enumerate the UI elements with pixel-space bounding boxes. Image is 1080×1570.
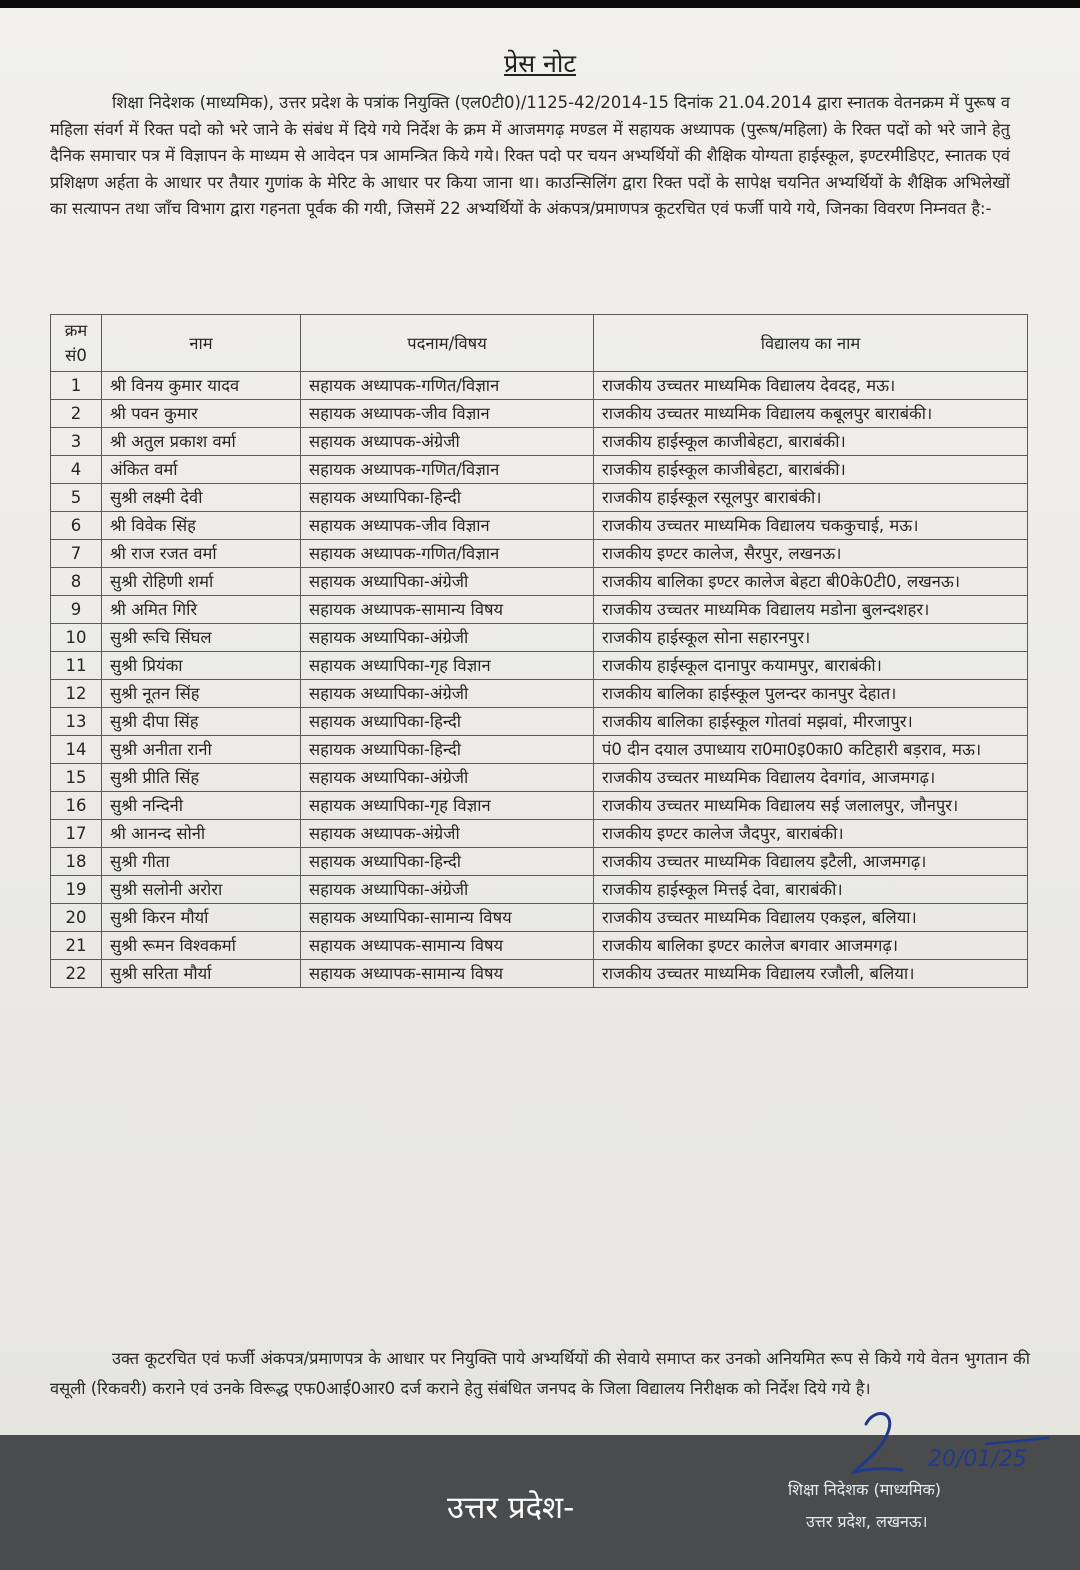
cell-serial: 15 (51, 764, 102, 792)
cell-school: राजकीय हाईस्कूल दानापुर कयामपुर, बाराबंकी। (594, 652, 1028, 680)
cell-post: सहायक अध्यापिका-अंग्रेजी (301, 764, 594, 792)
cell-school: राजकीय उच्चतर माध्यमिक विद्यालय देवदह, मऊ। (594, 372, 1028, 400)
table-row (51, 568, 1028, 596)
cell-post: सहायक अध्यापक-अंग्रेजी (301, 820, 594, 848)
cell-name: श्री राज रजत वर्मा (102, 540, 301, 568)
cell-school: पं0 दीन दयाल उपाध्याय रा0मा0इ0का0 कटिहारी बड़राव, मऊ। (594, 736, 1028, 764)
cell-school: राजकीय हाईस्कूल रसूलपुर बाराबंकी। (594, 484, 1028, 512)
cell-school: राजकीय हाईस्कूल काजीबेहटा, बाराबंकी। (594, 428, 1028, 456)
cell-serial: 6 (51, 512, 102, 540)
cell-post: सहायक अध्यापक-जीव विज्ञान (301, 400, 594, 428)
page-title: प्रेस नोट (503, 49, 577, 78)
table-row (51, 960, 1028, 988)
intro-paragraph: शिक्षा निदेशक (माध्यमिक), उत्तर प्रदेश के पत्रांक नियुक्ति (एल0टी0)/1125-42/2014-15 दिनांक 21.04.2014 द्वारा स्नातक वेतनक्रम में पुरूष व महिला संवर्ग में रिक्त पदो को भरे जाने के संबंध में दिये गये निर्देश के क्रम में आजमगढ़ मण्डल में सहायक अध्यापक (पुरूष/महिला) के रिक्त पदों को भरे जाने हेतु दैनिक समाचार पत्र में विज्ञापन के माध्यम से आवेदन पत्र आमन्त्रित किये गये। रिक्त पदो पर चयन अभ्यर्थियों की शैक्षिक योग्यता हाईस्कूल, इण्टरमीडिएट, स्नातक एवं प्रशिक्षण अर्हता के आधार पर तैयार गुणांक के मेरिट के आधार पर किया जाना था। काउन्सिलिंग द्वारा रिक्त पदों के सापेक्ष चयनित अभ्यर्थियों के शैक्षिक अभिलेखों का सत्यापन तथा जाँच विभाग द्वारा गहनता पूर्वक की गयी, जिसमें 22 अभ्यर्थियों के अंकपत्र/प्रमाणपत्र कूटरचित एवं फर्जी पाये गये, जिनका विवरण निम्नवत है:- (50, 93, 1010, 218)
cell-post: सहायक अध्यापक-सामान्य विषय (301, 596, 594, 624)
cell-name: श्री विवेक सिंह (102, 512, 301, 540)
cell-post: सहायक अध्यापिका-अंग्रेजी (301, 568, 594, 596)
cell-serial: 8 (51, 568, 102, 596)
cell-serial: 4 (51, 456, 102, 484)
cell-serial: 11 (51, 652, 102, 680)
press-note-document (0, 8, 1080, 1435)
cell-serial: 1 (51, 372, 102, 400)
cell-post: सहायक अध्यापक-गणित/विज्ञान (301, 540, 594, 568)
cell-school: राजकीय इण्टर कालेज जैदपुर, बाराबंकी। (594, 820, 1028, 848)
cell-name: सुश्री रूचि सिंघल (102, 624, 301, 652)
table-header-row (51, 315, 1028, 372)
table-row (51, 624, 1028, 652)
cell-school: राजकीय हाईस्कूल सोना सहारनपुर। (594, 624, 1028, 652)
table-row (51, 652, 1028, 680)
cell-post: सहायक अध्यापिका-गृह विज्ञान (301, 652, 594, 680)
cell-post: सहायक अध्यापक-अंग्रेजी (301, 428, 594, 456)
table-row (51, 428, 1028, 456)
cell-post: सहायक अध्यापक-सामान्य विषय (301, 932, 594, 960)
table-body (51, 372, 1028, 988)
cell-name: सुश्री रूमन विश्वकर्मा (102, 932, 301, 960)
signatory-title: शिक्षा निदेशक (माध्यमिक) (788, 1480, 941, 1499)
table-row (51, 792, 1028, 820)
cell-post: सहायक अध्यापिका-हिन्दी (301, 708, 594, 736)
cell-school: राजकीय उच्चतर माध्यमिक विद्यालय मडोना बुलन्दशहर। (594, 596, 1028, 624)
signature-date: 20/01/25 (928, 1447, 1027, 1472)
cell-post: सहायक अध्यापिका-अंग्रेजी (301, 680, 594, 708)
cell-serial: 17 (51, 820, 102, 848)
cell-school: राजकीय इण्टर कालेज, सैरपुर, लखनऊ। (594, 540, 1028, 568)
table-row (51, 708, 1028, 736)
cell-post: सहायक अध्यापिका-अंग्रेजी (301, 624, 594, 652)
cell-serial: 21 (51, 932, 102, 960)
cell-name: सुश्री सलोनी अरोरा (102, 876, 301, 904)
cell-school: राजकीय उच्चतर माध्यमिक विद्यालय कबूलपुर बाराबंकी। (594, 400, 1028, 428)
cell-school: राजकीय हाईस्कूल मित्तई देवा, बाराबंकी। (594, 876, 1028, 904)
cell-post: सहायक अध्यापिका-हिन्दी (301, 848, 594, 876)
header-serial: क्रम सं0 (51, 315, 102, 372)
table-row (51, 932, 1028, 960)
cell-school: राजकीय उच्चतर माध्यमिक विद्यालय सई जलालपुर, जौनपुर। (594, 792, 1028, 820)
top-edge (0, 0, 1080, 8)
cell-name: श्री अतुल प्रकाश वर्मा (102, 428, 301, 456)
cell-post: सहायक अध्यापक-गणित/विज्ञान (301, 456, 594, 484)
cell-name: सुश्री लक्ष्मी देवी (102, 484, 301, 512)
table-row (51, 764, 1028, 792)
cell-name: सुश्री किरन मौर्या (102, 904, 301, 932)
cell-name: अंकित वर्मा (102, 456, 301, 484)
candidates-table (50, 314, 1028, 988)
table-row (51, 512, 1028, 540)
cell-name: सुश्री प्रीति सिंह (102, 764, 301, 792)
cell-serial: 5 (51, 484, 102, 512)
cell-school: राजकीय उच्चतर माध्यमिक विद्यालय इटैली, आजमगढ़। (594, 848, 1028, 876)
overlay-caption: उत्तर प्रदेश- (447, 1490, 575, 1526)
table-row (51, 736, 1028, 764)
header-name: नाम (102, 315, 301, 372)
cell-name: सुश्री अनीता रानी (102, 736, 301, 764)
table-row (51, 484, 1028, 512)
cell-serial: 19 (51, 876, 102, 904)
cell-name: सुश्री दीपा सिंह (102, 708, 301, 736)
cell-serial: 10 (51, 624, 102, 652)
cell-post: सहायक अध्यापिका-गृह विज्ञान (301, 792, 594, 820)
cell-name: श्री अमित गिरि (102, 596, 301, 624)
table-row (51, 400, 1028, 428)
cell-post: सहायक अध्यापक-सामान्य विषय (301, 960, 594, 988)
header-post: पदनाम/विषय (301, 315, 594, 372)
cell-serial: 2 (51, 400, 102, 428)
cell-school: राजकीय उच्चतर माध्यमिक विद्यालय चककुचाई, मऊ। (594, 512, 1028, 540)
cell-name: श्री आनन्द सोनी (102, 820, 301, 848)
cell-post: सहायक अध्यापिका-सामान्य विषय (301, 904, 594, 932)
cell-school: राजकीय बालिका इण्टर कालेज बगवार आजमगढ़। (594, 932, 1028, 960)
cell-serial: 18 (51, 848, 102, 876)
table-row (51, 540, 1028, 568)
cell-name: सुश्री गीता (102, 848, 301, 876)
table-row (51, 820, 1028, 848)
table-row (51, 680, 1028, 708)
cell-school: राजकीय बालिका हाईस्कूल गोतवां मझवां, मीरजापुर। (594, 708, 1028, 736)
cell-school: राजकीय उच्चतर माध्यमिक विद्यालय रजौली, बलिया। (594, 960, 1028, 988)
cell-name: श्री विनय कुमार यादव (102, 372, 301, 400)
cell-post: सहायक अध्यापिका-हिन्दी (301, 484, 594, 512)
cell-school: राजकीय हाईस्कूल काजीबेहटा, बाराबंकी। (594, 456, 1028, 484)
cell-serial: 22 (51, 960, 102, 988)
cell-post: सहायक अध्यापक-गणित/विज्ञान (301, 372, 594, 400)
cell-name: सुश्री नूतन सिंह (102, 680, 301, 708)
cell-serial: 3 (51, 428, 102, 456)
table-row (51, 372, 1028, 400)
cell-school: राजकीय उच्चतर माध्यमिक विद्यालय देवगांव, आजमगढ़। (594, 764, 1028, 792)
table-row (51, 848, 1028, 876)
table-row (51, 876, 1028, 904)
cell-name: श्री पवन कुमार (102, 400, 301, 428)
cell-name: सुश्री प्रियंका (102, 652, 301, 680)
cell-post: सहायक अध्यापिका-अंग्रेजी (301, 876, 594, 904)
cell-serial: 14 (51, 736, 102, 764)
table-row (51, 456, 1028, 484)
cell-school: राजकीय बालिका हाईस्कूल पुलन्दर कानपुर देहात। (594, 680, 1028, 708)
cell-serial: 7 (51, 540, 102, 568)
cell-serial: 16 (51, 792, 102, 820)
header-school: विद्यालय का नाम (594, 315, 1028, 372)
cell-name: सुश्री रोहिणी शर्मा (102, 568, 301, 596)
cell-name: सुश्री सरिता मौर्या (102, 960, 301, 988)
cell-serial: 12 (51, 680, 102, 708)
cell-school: राजकीय उच्चतर माध्यमिक विद्यालय एकइल, बलिया। (594, 904, 1028, 932)
signature-stroke (854, 1414, 902, 1472)
signatory-place: उत्तर प्रदेश, लखनऊ। (806, 1512, 928, 1531)
cell-post: सहायक अध्यापिका-हिन्दी (301, 736, 594, 764)
cell-serial: 20 (51, 904, 102, 932)
cell-name: सुश्री नन्दिनी (102, 792, 301, 820)
signature-underline (986, 1438, 1048, 1444)
cell-post: सहायक अध्यापक-जीव विज्ञान (301, 512, 594, 540)
closing-paragraph: उक्त कूटरचित एवं फर्जी अंकपत्र/प्रमाणपत्र के आधार पर नियुक्ति पाये अभ्यर्थियों की सेवाये समाप्त कर उनको अनियमित रूप से किये गये वेतन भुगतान की वसूली (रिकवरी) कराने एवं उनके विरूद्ध एफ0आई0आर0 दर्ज कराने हेतु संबंधित जनपद के जिला विद्यालय निरीक्षक को निर्देश दिये गये है। (50, 1349, 1030, 1398)
cell-school: राजकीय बालिका इण्टर कालेज बेहटा बी0के0टी0, लखनऊ। (594, 568, 1028, 596)
cell-serial: 13 (51, 708, 102, 736)
table-row (51, 904, 1028, 932)
table-row (51, 596, 1028, 624)
cell-serial: 9 (51, 596, 102, 624)
handwritten-signature (836, 1402, 1056, 1480)
